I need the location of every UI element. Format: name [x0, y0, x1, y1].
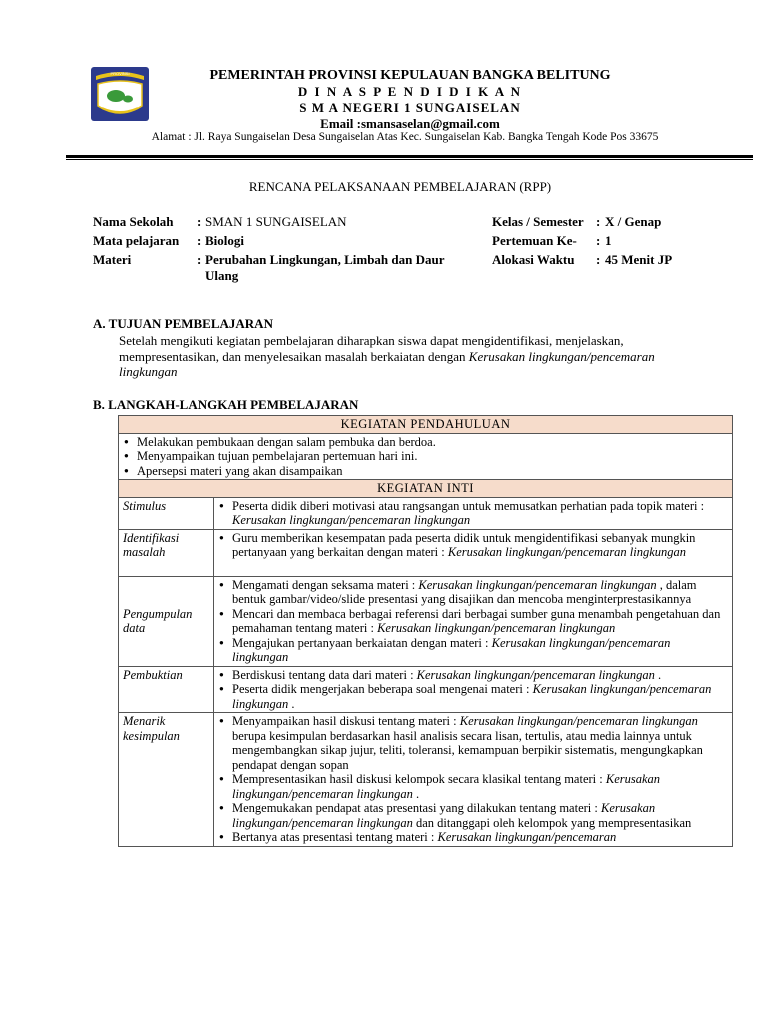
- list-item: ● Mengamati dengan seksama materi : Kerusakan lingkungan/pencemaran lingkungan , dalam bentuk gambar/video/slide presentasi yang disajikan dan mencoba menginterprestasikannya: [232, 578, 728, 607]
- label-alokasi: Alokasi Waktu: [492, 252, 575, 267]
- kop-department: D I N A S P E N D I D I K A N: [297, 84, 523, 99]
- kop-province: PEMERINTAH PROVINSI KEPULAUAN BANGKA BELITUNG: [209, 68, 611, 83]
- pendahuluan-header: KEGIATAN PENDAHULUAN: [119, 416, 733, 434]
- document-title: RENCANA PELAKSANAAN PEMBELAJARAN (RPP): [248, 179, 552, 194]
- stimulus-cell: [214, 497, 733, 529]
- colon: :: [596, 252, 601, 267]
- tujuan-topic: Kerusakan lingkungan/pencemaran lingkungan: [119, 348, 655, 379]
- pendahuluan-cell: [119, 433, 733, 480]
- value-alokasi: 45 Menit JP: [605, 252, 673, 267]
- pengumpulan-cell: [214, 576, 733, 666]
- list-item: ● Mempresentasikan hasil diskusi kelompok secara klasikal tentang materi : Kerusakan lingkungan/pencemaran lingkungan .: [232, 772, 728, 801]
- kop-address: Alamat : Jl. Raya Sungaiselan Desa Sungaiselan Atas Kec. Sungaiselan Kab. Bangka Tengah Kode Pos 33675: [151, 131, 659, 143]
- colon: :: [197, 233, 202, 248]
- logo-text: PROVINSI: [110, 71, 130, 76]
- identifikasi-cell: [214, 529, 733, 576]
- pembuktian-cell: [214, 666, 733, 713]
- kop-school: S M A NEGERI 1 SUNGAISELAN: [299, 100, 521, 115]
- value-sekolah: SMAN 1 SUNGAISELAN: [205, 214, 347, 229]
- value-pertemuan: 1: [605, 233, 612, 248]
- kop-email: Email :smansaselan@gmail.com: [320, 116, 500, 131]
- stage-pengumpulan: Pengumpulan data: [119, 576, 214, 666]
- kesimpulan-cell: [214, 713, 733, 847]
- header-rule-thick: [66, 155, 753, 158]
- steps-table: [118, 415, 733, 847]
- list-item: ● Menyampaikan hasil diskusi tentang materi : Kerusakan lingkungan/pencemaran lingkungan berupa kesimpulan berdasarkan hasil analisis secara lisan, tertulis, atau media lainnya untuk mengembangkan sikap jujur, teliti, toleransi, kemampuan berpikir sistematis, mengungkapkan pendapat dengan sopan: [232, 714, 728, 772]
- stage-kesimpulan: Menarik kesimpulan: [119, 713, 214, 847]
- tujuan-text: Setelah mengikuti kegiatan pembelajaran diharapkan siswa dapat mengidentifikasi, menjelaskan, mempresentasikan, dan menyelesaikan masalah berkaiatan dengan: [119, 333, 624, 364]
- stage-pembuktian: Pembuktian: [119, 666, 214, 713]
- label-pertemuan: Pertemuan Ke-: [492, 233, 577, 248]
- value-kelas: X / Genap: [605, 214, 662, 229]
- list-item: ● Mengajukan pertanyaan berkaiatan dengan materi : Kerusakan lingkungan/pencemaran lingkungan: [232, 636, 728, 665]
- stage-identifikasi: Identifikasi masalah: [119, 529, 214, 576]
- value-materi-line1: Perubahan Lingkungan, Limbah dan Daur: [205, 252, 445, 267]
- value-materi-line2: Ulang: [205, 268, 239, 283]
- list-item: ● Peserta didik mengerjakan beberapa soal mengenai materi : Kerusakan lingkungan/pencemaran lingkungan .: [232, 682, 728, 711]
- list-item: ● Peserta didik diberi motivasi atau rangsangan untuk memusatkan perhatian pada topik materi : Kerusakan lingkungan/pencemaran lingkungan: [232, 499, 728, 528]
- label-kelas: Kelas / Semester: [492, 214, 584, 229]
- section-a-text: [119, 333, 679, 380]
- colon: :: [197, 252, 202, 267]
- list-item: ● Apersepsi materi yang akan disampaikan: [137, 464, 728, 479]
- list-item: ● Mengemukakan pendapat atas presentasi yang dilakukan tentang materi : Kerusakan lingkungan/pencemaran lingkungan dan ditanggapi oleh kelompok yang mempresentasikan: [232, 801, 728, 830]
- label-mapel: Mata pelajaran: [93, 233, 180, 248]
- list-item: ● Mencari dan membaca berbagai referensi dari berbagai sumber guna menambah pengetahuan dan pemahaman tentang materi : Kerusakan lingkungan/pencemaran lingkungan: [232, 607, 728, 636]
- list-item: ● Melakukan pembukaan dengan salam pembuka dan berdoa.: [137, 435, 728, 450]
- colon: :: [596, 214, 601, 229]
- header-rule-thin: [66, 159, 753, 160]
- section-b-heading: B. LANGKAH-LANGKAH PEMBELAJARAN: [93, 397, 359, 412]
- colon: :: [596, 233, 601, 248]
- section-a-heading: A. TUJUAN PEMBELAJARAN: [93, 316, 273, 331]
- label-sekolah: Nama Sekolah: [93, 214, 174, 229]
- list-item: ● Menyampaikan tujuan pembelajaran pertemuan hari ini.: [137, 449, 728, 464]
- stage-stimulus: Stimulus: [119, 497, 214, 529]
- list-item: ● Bertanya atas presentasi tentang materi : Kerusakan lingkungan/pencemaran: [232, 830, 728, 845]
- value-mapel: Biologi: [205, 233, 245, 248]
- label-materi: Materi: [93, 252, 132, 267]
- colon: :: [197, 214, 202, 229]
- list-item: ● Berdiskusi tentang data dari materi : Kerusakan lingkungan/pencemaran lingkungan .: [232, 668, 728, 683]
- list-item: ● Guru memberikan kesempatan pada peserta didik untuk mengidentifikasi sebanyak mungkin pertanyaan yang berkaitan dengan materi : Kerusakan lingkungan/pencemaran lingkungan: [232, 531, 728, 560]
- inti-header: KEGIATAN INTI: [119, 480, 733, 498]
